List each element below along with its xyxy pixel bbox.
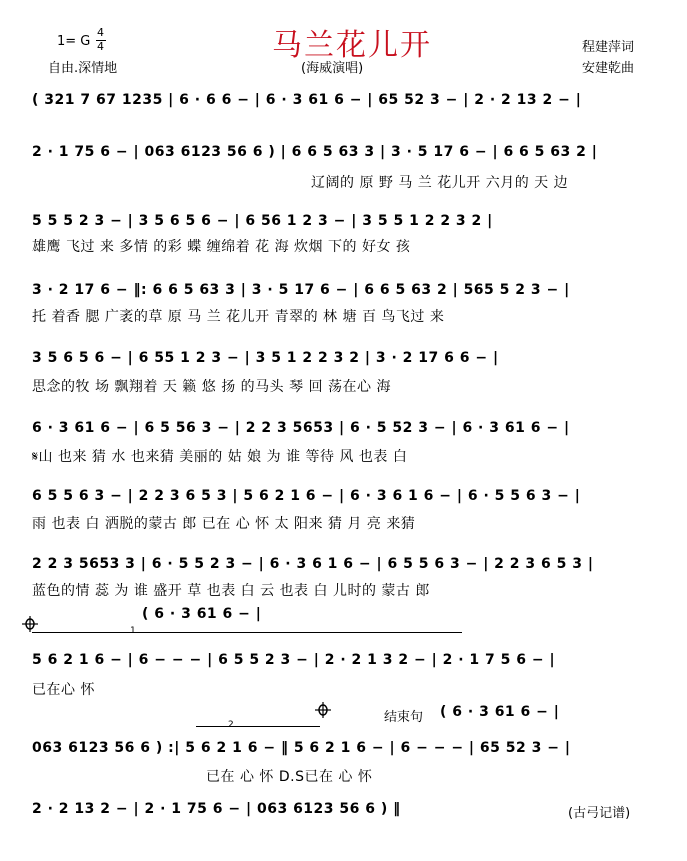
key-signature: 1= G xyxy=(57,34,91,49)
performer-credit: (海威演唱) xyxy=(301,61,364,76)
lyric-line-5: 𝄋山 也来 猜 水 也来猜 美丽的 姑 娘 为 谁 等待 风 也表 白 xyxy=(32,449,408,465)
coda-sign-icon xyxy=(315,702,331,718)
lyric-line-8: 已在心 怀 xyxy=(32,682,95,698)
song-title: 马兰花儿开 xyxy=(272,28,432,63)
volta-2-bracket xyxy=(196,726,320,727)
lyric-line-7: 蓝色的情 蕊 为 谁 盛开 草 也表 白 云 也表 白 儿时的 蒙古 郎 xyxy=(32,583,430,599)
ending-label: 结束句 xyxy=(384,710,424,725)
transcriber-credit: (古弓记谱) xyxy=(568,806,631,821)
coda-insert-notation: ( 6 · 3 61 6 − | xyxy=(142,606,262,622)
volta-2-label: 2 xyxy=(228,720,234,730)
time-signature-denominator: 4 xyxy=(97,40,104,53)
notation-line-4: 3 · 2 17 6 − ‖: 6 6 5 63 3 | 3 · 5 17 6 − | 6 6 5 63 2 | 565 5 2 3 − | xyxy=(32,282,570,298)
notation-line-9: 5 6 2 1 6 − | 6 − − − | 6 5 5 2 3 − | 2 · 2 1 3 2 − | 2 · 1 7 5 6 − | xyxy=(32,652,556,668)
coda-sign-icon xyxy=(22,616,38,632)
notation-line-10: 063 6123 56 6 ) :| 5 6 2 1 6 − ‖ 5 6 2 1 6 − | 6 − − − | 65 52 3 − | xyxy=(32,740,571,756)
notation-line-11: 2 · 2 13 2 − | 2 · 1 75 6 − | 063 6123 56 6 ) ‖ xyxy=(32,801,401,817)
time-signature-numerator: 4 xyxy=(97,26,104,39)
lyric-line-4: 思念的牧 场 飘翔着 天 籁 悠 扬 的马头 琴 回 荡在心 海 xyxy=(32,379,391,395)
lyric-line-6: 雨 也表 白 洒脱的蒙古 郎 已在 心 怀 太 阳来 猜 月 亮 来猜 xyxy=(32,516,416,532)
notation-line-2: 2 · 1 75 6 − | 063 6123 56 6 ) | 6 6 5 63 3 | 3 · 5 17 6 − | 6 6 5 63 2 | xyxy=(32,144,598,160)
composer-credit: 安建乾曲 xyxy=(582,61,635,76)
notation-line-3: 5 5 5 2 3 − | 3 5 6 5 6 − | 6 56 1 2 3 − | 3 5 5 1 2 2 3 2 | xyxy=(32,213,493,229)
lyric-line-3: 托 着香 腮 广袤的草 原 马 兰 花儿开 青翠的 林 塘 百 鸟飞过 来 xyxy=(32,309,445,325)
lyric-line-1: 辽阔的 原 野 马 兰 花儿开 六月的 天 边 xyxy=(311,175,569,191)
notation-line-5: 3 5 6 5 6 − | 6 55 1 2 3 − | 3 5 1 2 2 3 2 | 3 · 2 17 6 6 − | xyxy=(32,350,499,366)
lyric-line-9: 已在 心 怀 D.S已在 心 怀 xyxy=(206,769,373,785)
notation-line-8: 2 2 3 5653 3 | 6 · 5 5 2 3 − | 6 · 3 6 1 6 − | 6 5 5 6 3 − | 2 2 3 6 5 3 | xyxy=(32,556,594,572)
notation-line-6: 6 · 3 61 6 − | 6 5 56 3 − | 2 2 3 5653 | 6 · 5 52 3 − | 6 · 3 61 6 − | xyxy=(32,420,570,436)
volta-1-bracket xyxy=(32,632,462,633)
tempo-marking: 自由.深情地 xyxy=(48,61,118,76)
notation-line-7: 6 5 5 6 3 − | 2 2 3 6 5 3 | 5 6 2 1 6 − | 6 · 3 6 1 6 − | 6 · 5 5 6 3 − | xyxy=(32,488,581,504)
notation-line-1: ( 321 7 67 1235 | 6 · 6 6 − | 6 · 3 61 6 − | 65 52 3 − | 2 · 2 13 2 − | xyxy=(32,92,582,108)
lyricist-credit: 程建萍词 xyxy=(582,40,635,55)
lyric-line-2: 雄鹰 飞过 来 多情 的彩 蝶 缠绵着 花 海 炊烟 下的 好女 孩 xyxy=(32,239,411,255)
ending-insert-notation: ( 6 · 3 61 6 − | xyxy=(440,704,560,720)
volta-1-label: 1 xyxy=(130,626,136,636)
